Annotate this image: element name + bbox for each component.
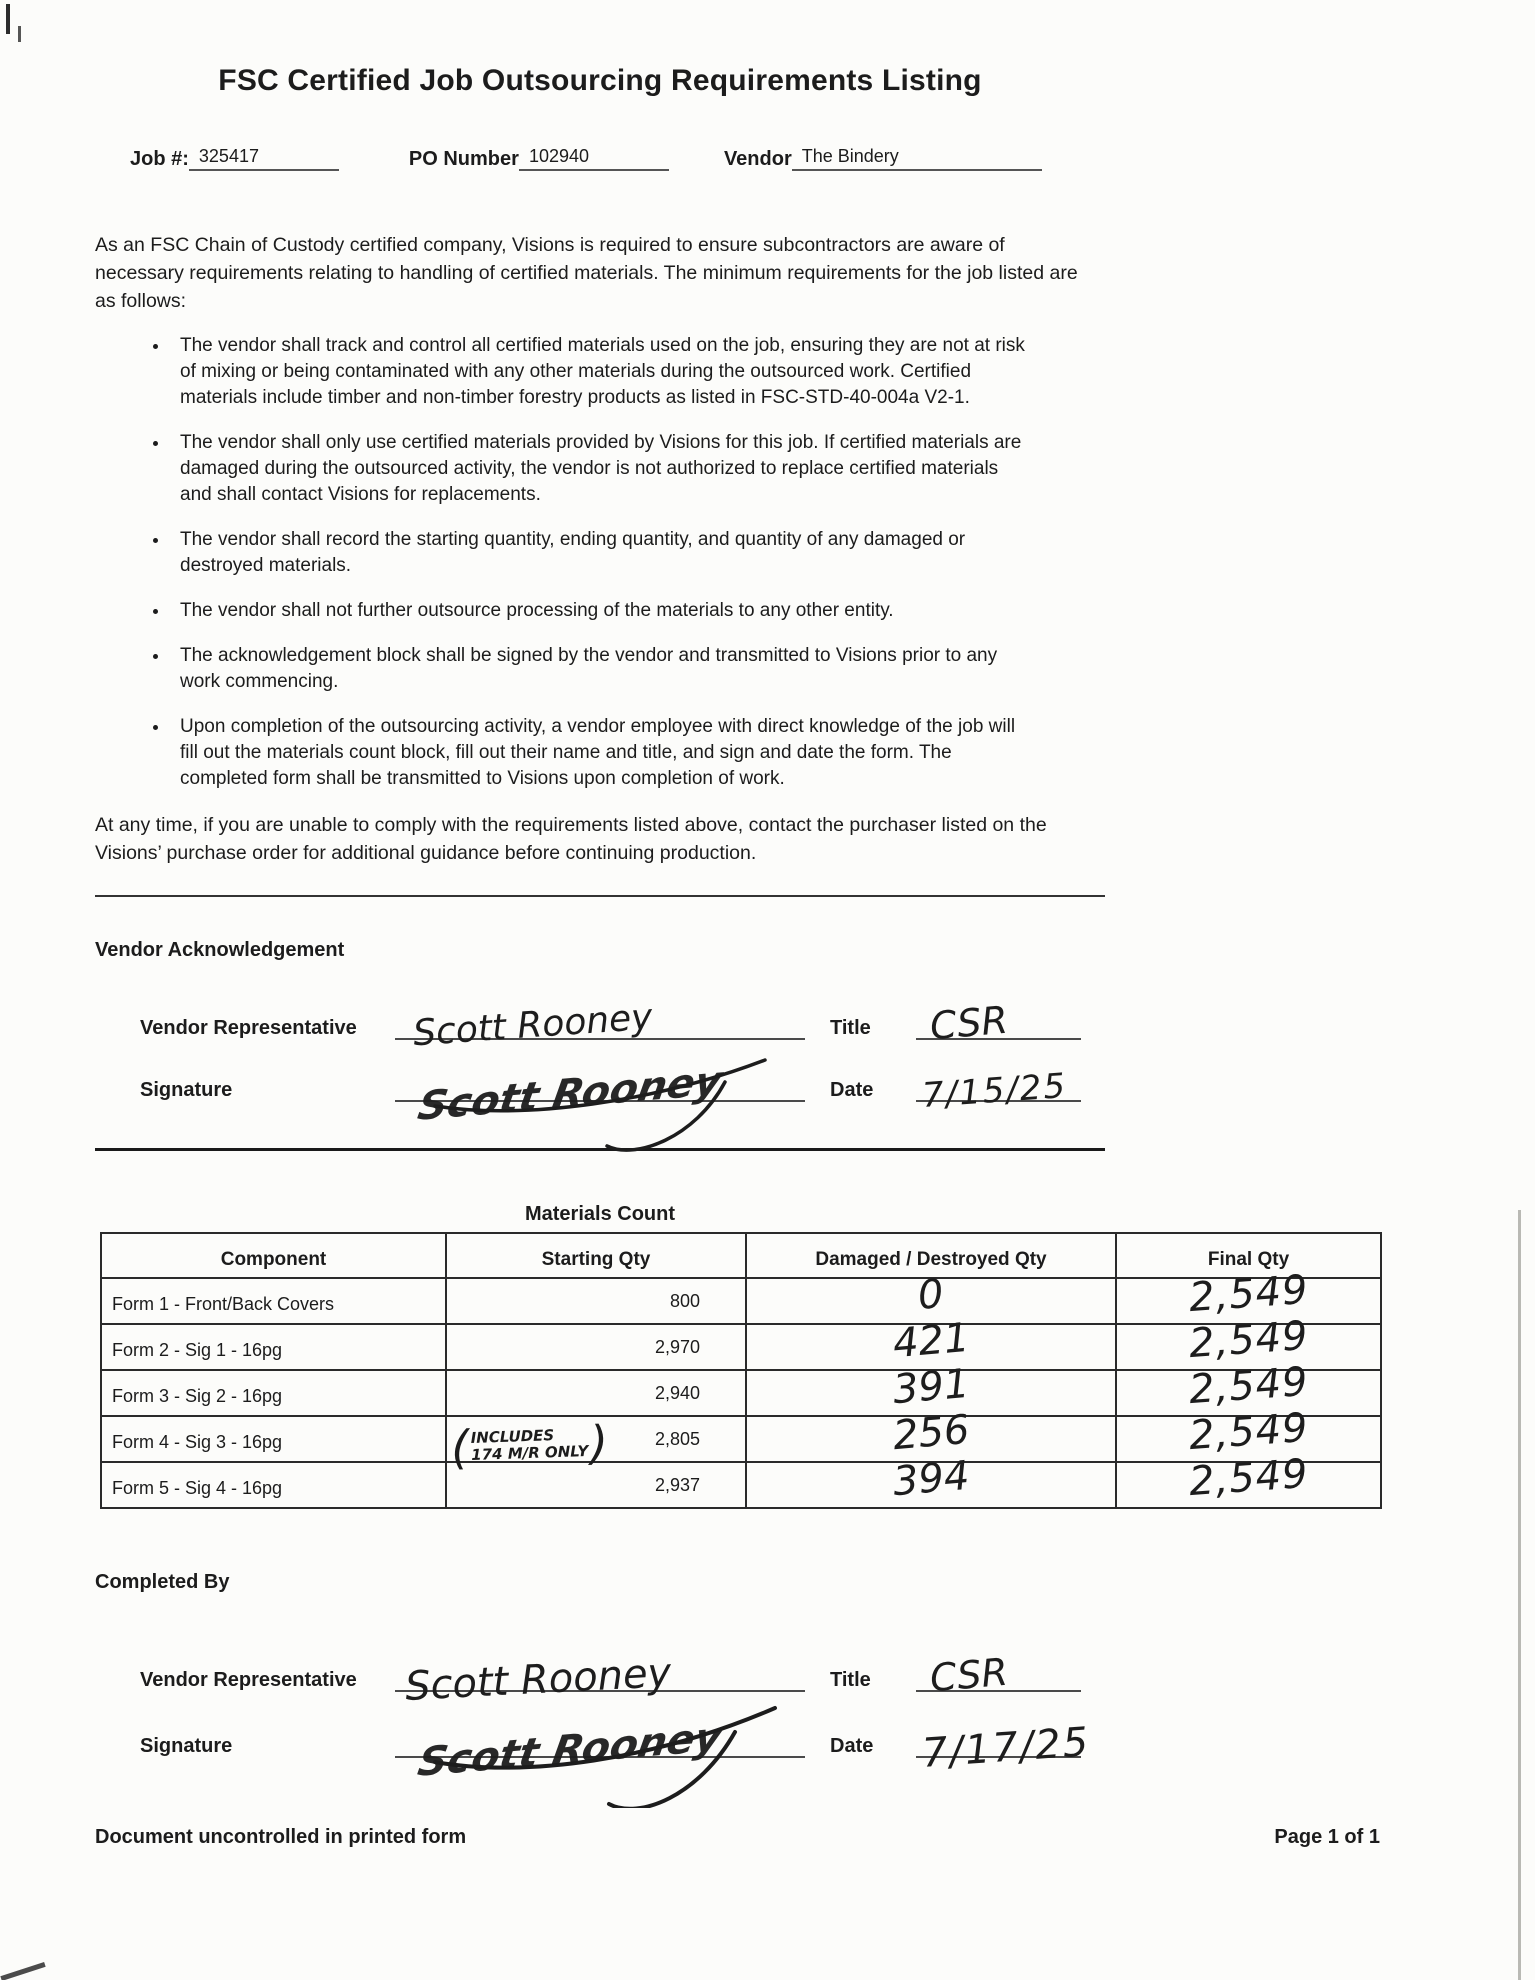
date-label: Date — [830, 1079, 874, 1101]
column-header-final-qty: Final Qty — [1116, 1233, 1381, 1278]
handwritten-paren: ( — [450, 1420, 470, 1475]
handwritten-final-qty: 2,549 — [1187, 1404, 1310, 1460]
handwritten-signature: Scott Rooney — [414, 1058, 726, 1130]
signature-line — [395, 1058, 805, 1130]
handwritten-final-qty: 2,549 — [1187, 1266, 1310, 1322]
table-row — [101, 1462, 1381, 1508]
handwritten-date: 7/15/25 — [920, 1065, 1069, 1117]
requirement-item: • Upon completion of the outsourcing activity, a vendor employee with direct knowledge of the job will fill out the materials count block, fill out their name and title, and sign and date the form. The completed form shall be transmitted to Visions upon completion of work. — [170, 714, 1030, 792]
handwritten-damaged-qty: 0 — [916, 1270, 946, 1320]
handwritten-damaged-qty: 421 — [890, 1314, 972, 1368]
section-divider — [95, 1148, 1105, 1151]
column-header-damaged-qty: Damaged / Destroyed Qty — [746, 1233, 1116, 1278]
handwritten-final-qty: 2,549 — [1187, 1312, 1310, 1368]
final-qty-cell — [1116, 1450, 1381, 1508]
date-label: Date — [830, 1735, 874, 1757]
po-number-value: 102940 — [519, 146, 669, 171]
handwritten-representative-name: Scott Rooney — [403, 1650, 673, 1710]
scan-artifact — [6, 4, 10, 34]
signature-line — [395, 1714, 805, 1786]
table-row — [101, 1278, 1381, 1324]
table-header-row — [101, 1233, 1381, 1278]
handwritten-damaged-qty: 394 — [890, 1452, 972, 1506]
closing-paragraph: At any time, if you are unable to comply with the requirements listed above, contact the purchaser listed on the Visions’ purchase order for additional guidance before continuing production. — [95, 814, 1047, 864]
handwritten-title: CSR — [928, 1649, 1010, 1701]
signature-label: Signature — [140, 1079, 233, 1101]
starting-qty-cell: 2,970 — [446, 1324, 746, 1370]
document-title: FSC Certified Job Outsourcing Requirements Listing — [218, 64, 982, 97]
damaged-qty-cell — [746, 1452, 1116, 1508]
table-row — [101, 1324, 1381, 1370]
handwritten-damaged-qty: 256 — [890, 1406, 972, 1460]
handwritten-date: 7/17/25 — [920, 1719, 1092, 1777]
table-row — [101, 1416, 1381, 1462]
component-cell: Form 5 - Sig 4 - 16pg — [101, 1462, 446, 1508]
handwritten-signature: Scott Rooney — [414, 1714, 726, 1786]
scan-artifact — [0, 1962, 45, 1980]
title-line — [916, 997, 1081, 1049]
handwritten-title: CSR — [928, 997, 1010, 1049]
vendor-representative-line — [395, 1650, 805, 1710]
component-cell: Form 3 - Sig 2 - 16pg — [101, 1370, 446, 1416]
requirement-item: • The vendor shall only use certified materials provided by Visions for this job. If certified materials are damaged during the outsourced activity, the vendor is not authorized to replace certified materials and shall contact Visions for replacements. — [170, 430, 1030, 508]
job-number-label: Job #: — [130, 148, 189, 170]
ack-representative-row — [95, 996, 1105, 1055]
vendor-acknowledgement-heading: Vendor Acknowledgement — [95, 939, 345, 961]
handwritten-damaged-qty: 391 — [890, 1360, 972, 1414]
page-footer — [95, 1826, 1380, 1849]
handwritten-final-qty: 2,549 — [1187, 1450, 1310, 1506]
vendor-label: Vendor — [723, 148, 792, 170]
scan-artifact — [18, 26, 21, 42]
completed-signature-row — [95, 1714, 1105, 1786]
component-cell: Form 4 - Sig 3 - 16pg — [101, 1416, 446, 1462]
column-header-component: Component — [101, 1233, 446, 1278]
materials-count-heading: Materials Count — [524, 1203, 676, 1225]
title-line — [916, 1649, 1081, 1701]
starting-qty-cell — [446, 1415, 746, 1475]
handwritten-representative-name: Scott Rooney — [411, 996, 654, 1055]
requirement-item: • The vendor shall track and control all certified materials used on the job, ensuring they are not at risk of mixing or being contaminated with any other materials during the outsourced work. Certified materials include timber and non-timber forestry products as listed in FSC-STD-40-004a V2-1. — [170, 333, 1030, 411]
component-cell: Form 1 - Front/Back Covers — [101, 1278, 446, 1324]
handwritten-note-line1: INCLUDES — [470, 1426, 555, 1448]
handwritten-paren: ) — [589, 1415, 609, 1470]
footer-page-number: Page 1 of 1 — [1274, 1826, 1380, 1848]
column-header-starting-qty: Starting Qty — [446, 1233, 746, 1278]
requirement-item: • The vendor shall not further outsource processing of the materials to any other entity. — [170, 598, 1030, 624]
requirement-item: • The acknowledgement block shall be signed by the vendor and transmitted to Visions prior to any work commencing. — [170, 643, 1030, 695]
job-number-value: 325417 — [189, 146, 339, 171]
starting-qty-value: 2,805 — [654, 1428, 700, 1449]
vendor-representative-line — [395, 996, 805, 1055]
intro-paragraph: As an FSC Chain of Custody certified company, Visions is required to ensure subcontractors are aware of necessary requirements relating to handling of certified materials. The minimum requirements for the job listed are as follows: — [95, 234, 1078, 312]
date-line — [916, 1719, 1092, 1777]
signature-label: Signature — [140, 1735, 233, 1757]
footer-left-text: Document uncontrolled in printed form — [95, 1826, 467, 1848]
vendor-representative-label: Vendor Representative — [140, 1669, 357, 1691]
handwritten-final-qty: 2,549 — [1187, 1358, 1310, 1414]
title-label: Title — [830, 1017, 871, 1039]
materials-count-table — [100, 1232, 1382, 1509]
component-cell: Form 2 - Sig 1 - 16pg — [101, 1324, 446, 1370]
table-row — [101, 1370, 1381, 1416]
completed-representative-row — [95, 1649, 1105, 1710]
header-fields-row — [95, 146, 1105, 171]
vendor-representative-label: Vendor Representative — [140, 1017, 357, 1039]
section-divider — [95, 895, 1105, 897]
title-label: Title — [830, 1669, 871, 1691]
scan-edge-artifact — [1518, 1210, 1521, 1980]
requirements-list — [95, 333, 1030, 792]
starting-qty-cell: 2,940 — [446, 1370, 746, 1416]
handwritten-note-line2: 174 M/R ONLY — [470, 1442, 589, 1465]
completed-by-heading: Completed By — [95, 1571, 230, 1593]
po-number-label: PO Number — [408, 148, 519, 170]
date-line — [916, 1065, 1081, 1117]
starting-qty-cell: 800 — [446, 1278, 746, 1324]
ack-signature-row — [95, 1058, 1105, 1130]
vendor-value: The Bindery — [792, 146, 1042, 171]
starting-qty-cell: 2,937 — [446, 1462, 746, 1508]
requirement-item: • The vendor shall record the starting quantity, ending quantity, and quantity of any damaged or destroyed materials. — [170, 527, 1030, 579]
